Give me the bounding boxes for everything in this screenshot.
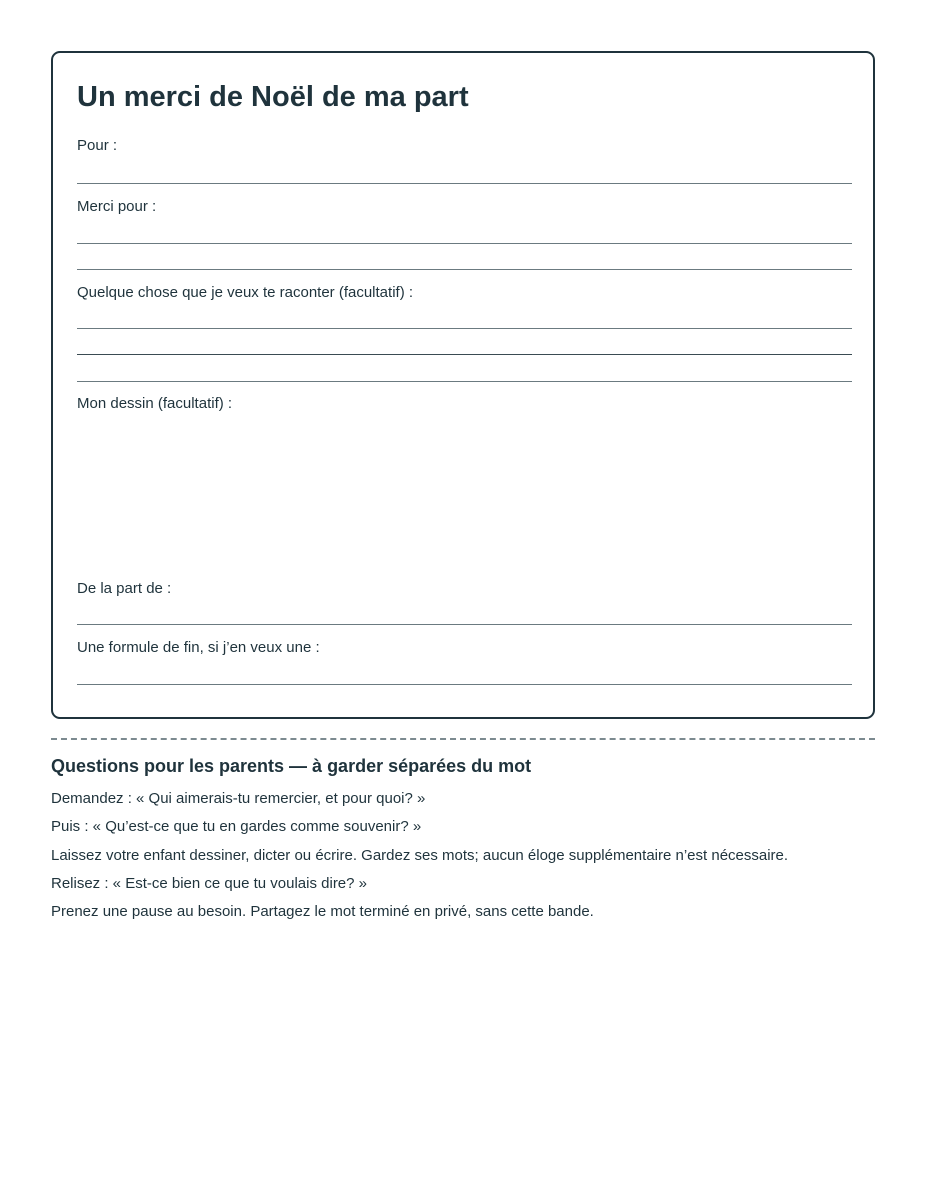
parents-section-title: Questions pour les parents — à garder séparées du mot: [51, 756, 532, 776]
from-writing-line[interactable]: [77, 624, 852, 625]
parent-tip-1: Demandez : « Qui aimerais-tu remercier, et pour quoi? »: [51, 790, 426, 807]
to-writing-line[interactable]: [77, 183, 852, 184]
thank-you-card: [51, 51, 875, 719]
parent-tip-5: Prenez une pause au besoin. Partagez le mot terminé en privé, sans cette bande.: [51, 903, 594, 920]
parent-tip-2: Puis : « Qu’est-ce que tu en gardes comme souvenir? »: [51, 818, 422, 835]
cut-dashed-line: [51, 738, 875, 740]
closing-writing-line[interactable]: [77, 684, 852, 685]
from-label: De la part de :: [77, 580, 172, 597]
thanks-writing-line-2[interactable]: [77, 269, 852, 270]
card-title: Un merci de Noël de ma part: [77, 81, 469, 113]
parent-tip-3: Laissez votre enfant dessiner, dicter ou écrire. Gardez ses mots; aucun éloge supplémentaire n’est nécessaire.: [51, 847, 789, 864]
story-writing-line-1[interactable]: [77, 328, 852, 329]
closing-label: Une formule de fin, si j’en veux une :: [77, 639, 320, 656]
drawing-label: Mon dessin (facultatif) :: [77, 395, 233, 412]
thanks-label: Merci pour :: [77, 198, 157, 215]
thanks-writing-line-1[interactable]: [77, 243, 852, 244]
parent-tip-4: Relisez : « Est-ce bien ce que tu voulais dire? »: [51, 875, 368, 892]
story-writing-line-2[interactable]: [77, 354, 852, 355]
to-label: Pour :: [77, 137, 118, 154]
story-writing-line-3[interactable]: [77, 381, 852, 382]
story-label: Quelque chose que je veux te raconter (facultatif) :: [77, 284, 414, 301]
drawing-area[interactable]: [77, 423, 852, 563]
